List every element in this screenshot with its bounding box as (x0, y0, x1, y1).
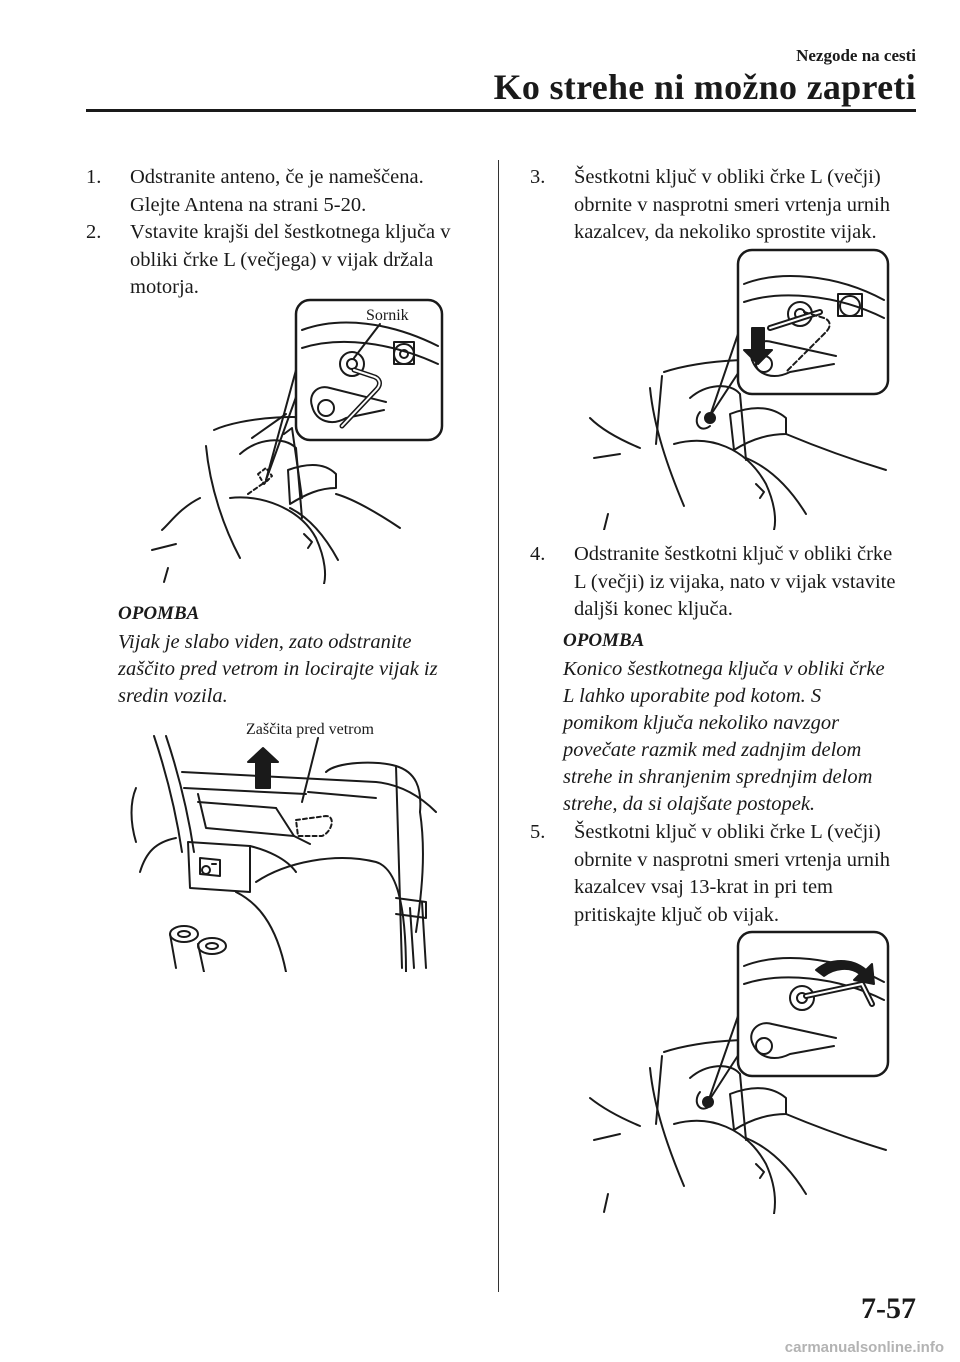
step-number: 3. (530, 166, 546, 188)
step-line: obrnite v nasprotni smeri vrtenja urnih (574, 193, 890, 216)
step-line: pritiskajte ključ ob vijak. (574, 903, 779, 926)
page-title: Ko strehe ni možno zapreti (493, 67, 916, 107)
step-line: kazalcev, da nekoliko sprostite vijak. (574, 221, 877, 243)
note-label: OPOMBA (118, 603, 200, 624)
step-number: 4. (530, 543, 546, 565)
callout-windscreen: Zaščita pred vetrom (246, 721, 374, 738)
step-line: Odstranite anteno, če je nameščena. (130, 166, 424, 188)
step-3 (530, 164, 930, 247)
note-line: povečate razmik med zadnjim delom (563, 739, 862, 761)
note-body (563, 656, 933, 818)
note-line: strehe, da si olajšate postopek. (563, 793, 816, 815)
step-line: obliki črke L (večjega) v vijak držala (130, 248, 434, 271)
step-5 (530, 819, 930, 929)
step-2 (86, 219, 486, 302)
note-label: OPOMBA (563, 630, 645, 651)
figure-loosen-bolt (580, 248, 892, 530)
step-line: Glejte Antena na strani 5-20. (130, 193, 367, 216)
note-line: Konico šestkotnega ključa v obliki črke (563, 658, 885, 680)
step-1 (86, 164, 486, 219)
section-title: Nezgode na cesti (796, 46, 916, 65)
figure-bolt-location (140, 298, 446, 584)
step-line: kazalcev vsaj 13-krat in pri tem (574, 876, 833, 898)
note-line: zaščito pred vetrom in locirajte vijak iz (118, 658, 438, 680)
step-line: daljši konec ključa. (574, 598, 733, 620)
column-divider (498, 160, 499, 1292)
watermark: carmanualsonline.info (784, 1339, 944, 1356)
note-line: pomikom ključa nekoliko navzgor (563, 712, 840, 734)
step-line: motorja. (130, 276, 199, 298)
note-line: sredin vozila. (118, 685, 228, 707)
step-line: obrnite v nasprotni smeri vrtenja urnih (574, 848, 890, 871)
figure-windscreen (126, 732, 460, 972)
step-number: 1. (86, 166, 102, 188)
step-line: Šestkotni ključ v obliki črke L (večji) (574, 166, 881, 188)
figure-turn-bolt (580, 930, 892, 1214)
step-line: Vstavite krajši del šestkotnega ključa v (130, 221, 451, 243)
note-line: Vijak je slabo viden, zato odstranite (118, 631, 412, 653)
note-body (118, 629, 490, 710)
step-number: 2. (86, 221, 102, 243)
step-line: L (večji) iz vijaka, nato v vijak vstavite (574, 570, 896, 593)
callout-sornik: Sornik (366, 307, 409, 324)
step-number: 5. (530, 821, 546, 843)
page-number: 7-57 (861, 1292, 916, 1325)
header-rule (86, 109, 916, 112)
note-line: L lahko uporabite pod kotom. S (563, 685, 822, 707)
step-4 (530, 541, 930, 624)
note-line: strehe in shranjenim sprednjim delom (563, 766, 873, 788)
step-line: Odstranite šestkotni ključ v obliki črke (574, 543, 893, 565)
step-line: Šestkotni ključ v obliki črke L (večji) (574, 821, 881, 843)
